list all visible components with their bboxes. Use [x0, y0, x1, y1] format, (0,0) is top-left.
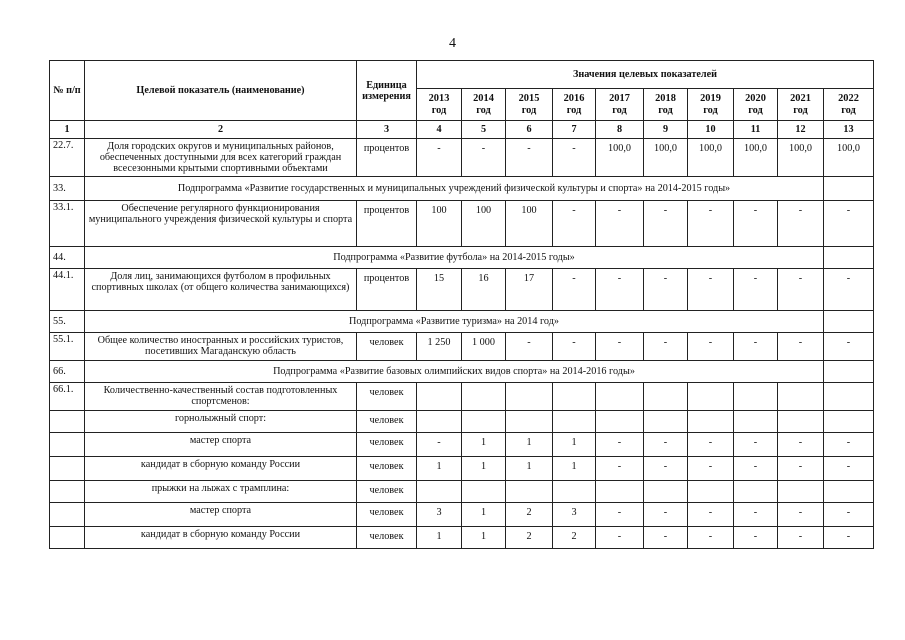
value-cell: - — [644, 269, 688, 311]
row-number: 66. — [50, 361, 85, 383]
value-cell: - — [778, 201, 824, 247]
value-cell: - — [734, 527, 778, 549]
indicator-row — [50, 383, 874, 411]
indicator-row — [50, 457, 874, 481]
value-cell: - — [506, 333, 553, 361]
indicator-name: мастер спорта — [85, 433, 357, 457]
table-body — [50, 61, 874, 549]
value-cell: - — [688, 269, 734, 311]
indicator-name: Количественно-качественный состав подготовленных спортсменов: — [85, 383, 357, 411]
year-suffix: год — [476, 104, 491, 116]
value-cell — [734, 383, 778, 411]
header-no: № п/п — [50, 61, 85, 121]
value-cell: 100,0 — [596, 139, 644, 177]
value-cell: - — [596, 527, 644, 549]
value-cell: - — [644, 503, 688, 527]
subprogram-title: Подпрограмма «Развитие базовых олимпийских видов спорта» на 2014-2016 годы» — [85, 361, 824, 383]
value-cell — [824, 481, 874, 503]
value-cell: - — [644, 527, 688, 549]
row-number: 33. — [50, 177, 85, 201]
value-cell: 1 — [506, 457, 553, 481]
empty-cell — [824, 361, 874, 383]
value-cell — [778, 383, 824, 411]
value-cell: 15 — [417, 269, 462, 311]
year-suffix: год — [841, 104, 856, 116]
header-year: 2013 год — [417, 89, 462, 121]
unit-cell: человек — [357, 433, 417, 457]
unit-cell: человек — [357, 383, 417, 411]
unit-cell: человек — [357, 457, 417, 481]
value-cell: - — [596, 333, 644, 361]
row-number — [50, 457, 85, 481]
value-cell: 16 — [462, 269, 506, 311]
value-cell: - — [644, 201, 688, 247]
column-number: 5 — [462, 121, 506, 139]
indicator-name: Обеспечение регулярного функционирования муниципального учреждения физической культуры и спорта — [85, 201, 357, 247]
value-cell: - — [596, 201, 644, 247]
year-suffix: год — [612, 104, 627, 116]
header-year: 2015 год — [506, 89, 553, 121]
target-indicators-table — [49, 60, 874, 549]
value-cell: 1 — [462, 433, 506, 457]
value-cell: 2 — [506, 503, 553, 527]
row-number — [50, 433, 85, 457]
indicator-row — [50, 333, 874, 361]
row-number: 55. — [50, 311, 85, 333]
column-number: 3 — [357, 121, 417, 139]
value-cell: - — [644, 333, 688, 361]
value-cell: - — [417, 139, 462, 177]
year-suffix: год — [793, 104, 808, 116]
value-cell: - — [688, 457, 734, 481]
subprogram-title: Подпрограмма «Развитие туризма» на 2014 год» — [85, 311, 824, 333]
value-cell — [506, 481, 553, 503]
unit-cell: человек — [357, 503, 417, 527]
value-cell — [462, 411, 506, 433]
value-cell: 100 — [506, 201, 553, 247]
header-year: 2022 год — [824, 89, 874, 121]
column-number: 7 — [553, 121, 596, 139]
header-unit: Единица измерения — [357, 61, 417, 121]
row-number: 55.1. — [50, 333, 85, 361]
value-cell — [644, 481, 688, 503]
value-cell — [506, 383, 553, 411]
value-cell: 1 — [462, 457, 506, 481]
empty-cell — [824, 247, 874, 269]
indicator-row — [50, 433, 874, 457]
value-cell — [417, 411, 462, 433]
indicator-row — [50, 201, 874, 247]
value-cell — [644, 411, 688, 433]
value-cell: - — [778, 269, 824, 311]
value-cell: - — [506, 139, 553, 177]
value-cell: - — [734, 503, 778, 527]
header-year: 2016 год — [553, 89, 596, 121]
value-cell: - — [778, 527, 824, 549]
header-year: 2014 год — [462, 89, 506, 121]
value-cell — [417, 383, 462, 411]
value-cell: - — [596, 269, 644, 311]
value-cell — [734, 481, 778, 503]
indicator-name: Доля лиц, занимающихся футболом в профильных спортивных школах (от общего количества занимающихся) — [85, 269, 357, 311]
value-cell: - — [824, 457, 874, 481]
indicator-row — [50, 139, 874, 177]
value-cell: 17 — [506, 269, 553, 311]
value-cell: - — [553, 201, 596, 247]
value-cell: - — [824, 503, 874, 527]
value-cell: 100 — [417, 201, 462, 247]
value-cell: - — [824, 201, 874, 247]
subprogram-row — [50, 177, 874, 201]
value-cell: 1 — [506, 433, 553, 457]
year-suffix: год — [658, 104, 673, 116]
header-year: 2019 год — [688, 89, 734, 121]
indicator-name: прыжки на лыжах с трамплина: — [85, 481, 357, 503]
subprogram-row — [50, 311, 874, 333]
subprogram-title: Подпрограмма «Развитие государственных и муниципальных учреждений физической культуры и спорта» на 2014-2015 годы» — [85, 177, 824, 201]
column-number: 8 — [596, 121, 644, 139]
value-cell: 1 250 — [417, 333, 462, 361]
value-cell: 100,0 — [688, 139, 734, 177]
column-number: 13 — [824, 121, 874, 139]
value-cell: - — [553, 269, 596, 311]
value-cell: - — [824, 433, 874, 457]
indicator-row — [50, 503, 874, 527]
empty-cell — [824, 311, 874, 333]
indicator-name: кандидат в сборную команду России — [85, 457, 357, 481]
value-cell: 100 — [462, 201, 506, 247]
value-cell: 100,0 — [734, 139, 778, 177]
year-suffix: год — [431, 104, 447, 116]
subprogram-title: Подпрограмма «Развитие футбола» на 2014-2015 годы» — [85, 247, 824, 269]
value-cell — [824, 383, 874, 411]
header-year: 2020 год — [734, 89, 778, 121]
year-suffix: год — [703, 104, 718, 116]
indicator-row — [50, 269, 874, 311]
value-cell — [417, 481, 462, 503]
column-number: 11 — [734, 121, 778, 139]
value-cell: 2 — [553, 527, 596, 549]
subprogram-row — [50, 247, 874, 269]
column-number: 12 — [778, 121, 824, 139]
value-cell — [596, 383, 644, 411]
value-cell — [462, 481, 506, 503]
header-year: 2018 год — [644, 89, 688, 121]
value-cell: 100,0 — [824, 139, 874, 177]
unit-cell: человек — [357, 527, 417, 549]
page-number: 4 — [449, 36, 456, 51]
value-cell: - — [734, 269, 778, 311]
value-cell: 1 — [417, 457, 462, 481]
value-cell: 1 — [462, 527, 506, 549]
value-cell: - — [553, 139, 596, 177]
value-cell — [553, 481, 596, 503]
value-cell — [734, 411, 778, 433]
value-cell: - — [417, 433, 462, 457]
value-cell: 1 — [417, 527, 462, 549]
value-cell — [688, 411, 734, 433]
indicator-name: мастер спорта — [85, 503, 357, 527]
column-number: 10 — [688, 121, 734, 139]
row-number — [50, 503, 85, 527]
value-cell: 1 000 — [462, 333, 506, 361]
indicator-row — [50, 481, 874, 503]
value-cell — [596, 481, 644, 503]
value-cell — [778, 481, 824, 503]
value-cell: - — [688, 503, 734, 527]
header-year: 2021 год — [778, 89, 824, 121]
value-cell — [506, 411, 553, 433]
indicator-name: Общее количество иностранных и российских туристов, посетивших Магаданскую область — [85, 333, 357, 361]
indicator-row — [50, 411, 874, 433]
row-number — [50, 527, 85, 549]
value-cell: - — [734, 333, 778, 361]
value-cell: - — [824, 333, 874, 361]
value-cell: - — [596, 433, 644, 457]
value-cell: 100,0 — [644, 139, 688, 177]
column-number: 2 — [85, 121, 357, 139]
value-cell: - — [644, 457, 688, 481]
indicator-row — [50, 527, 874, 549]
value-cell — [688, 481, 734, 503]
column-number: 9 — [644, 121, 688, 139]
unit-cell: человек — [357, 481, 417, 503]
value-cell: 100,0 — [778, 139, 824, 177]
value-cell: - — [644, 433, 688, 457]
value-cell: - — [778, 433, 824, 457]
value-cell: - — [688, 433, 734, 457]
value-cell — [688, 383, 734, 411]
value-cell — [553, 411, 596, 433]
value-cell: - — [596, 457, 644, 481]
value-cell: - — [462, 139, 506, 177]
value-cell: 1 — [553, 457, 596, 481]
indicator-name: кандидат в сборную команду России — [85, 527, 357, 549]
value-cell: - — [596, 503, 644, 527]
row-number: 44. — [50, 247, 85, 269]
header-indicator: Целевой показатель (наименование) — [85, 61, 357, 121]
value-cell: 1 — [553, 433, 596, 457]
unit-cell: человек — [357, 333, 417, 361]
value-cell: - — [824, 269, 874, 311]
unit-cell: процентов — [357, 139, 417, 177]
value-cell: - — [734, 201, 778, 247]
year-suffix: год — [748, 104, 763, 116]
value-cell: - — [778, 457, 824, 481]
empty-cell — [824, 177, 874, 201]
column-number: 1 — [50, 121, 85, 139]
value-cell — [824, 411, 874, 433]
value-cell: - — [778, 333, 824, 361]
value-cell: - — [778, 503, 824, 527]
row-number: 22.7. — [50, 139, 85, 177]
value-cell — [596, 411, 644, 433]
row-number: 66.1. — [50, 383, 85, 411]
value-cell: - — [824, 527, 874, 549]
value-cell: - — [734, 457, 778, 481]
value-cell — [778, 411, 824, 433]
value-cell: 3 — [553, 503, 596, 527]
row-number: 33.1. — [50, 201, 85, 247]
year-suffix: год — [566, 104, 582, 116]
unit-cell: человек — [357, 411, 417, 433]
value-cell: 2 — [506, 527, 553, 549]
value-cell: 1 — [462, 503, 506, 527]
value-cell: - — [688, 333, 734, 361]
year-suffix: год — [521, 104, 537, 116]
row-number — [50, 411, 85, 433]
value-cell — [462, 383, 506, 411]
row-number: 44.1. — [50, 269, 85, 311]
value-cell — [553, 383, 596, 411]
value-cell: - — [734, 433, 778, 457]
row-number — [50, 481, 85, 503]
header-year: 2017 год — [596, 89, 644, 121]
header-values: Значения целевых показателей — [417, 61, 874, 89]
unit-cell: процентов — [357, 201, 417, 247]
column-number: 4 — [417, 121, 462, 139]
value-cell: - — [688, 201, 734, 247]
value-cell: - — [553, 333, 596, 361]
value-cell: 3 — [417, 503, 462, 527]
indicator-name: Доля городских округов и муниципальных районов, обеспеченных доступными для всех категорий граждан всесезонными крытыми спортивными объектами — [85, 139, 357, 177]
column-number: 6 — [506, 121, 553, 139]
value-cell — [644, 383, 688, 411]
unit-cell: процентов — [357, 269, 417, 311]
subprogram-row — [50, 361, 874, 383]
indicator-name: горнолыжный спорт: — [85, 411, 357, 433]
value-cell: - — [688, 527, 734, 549]
